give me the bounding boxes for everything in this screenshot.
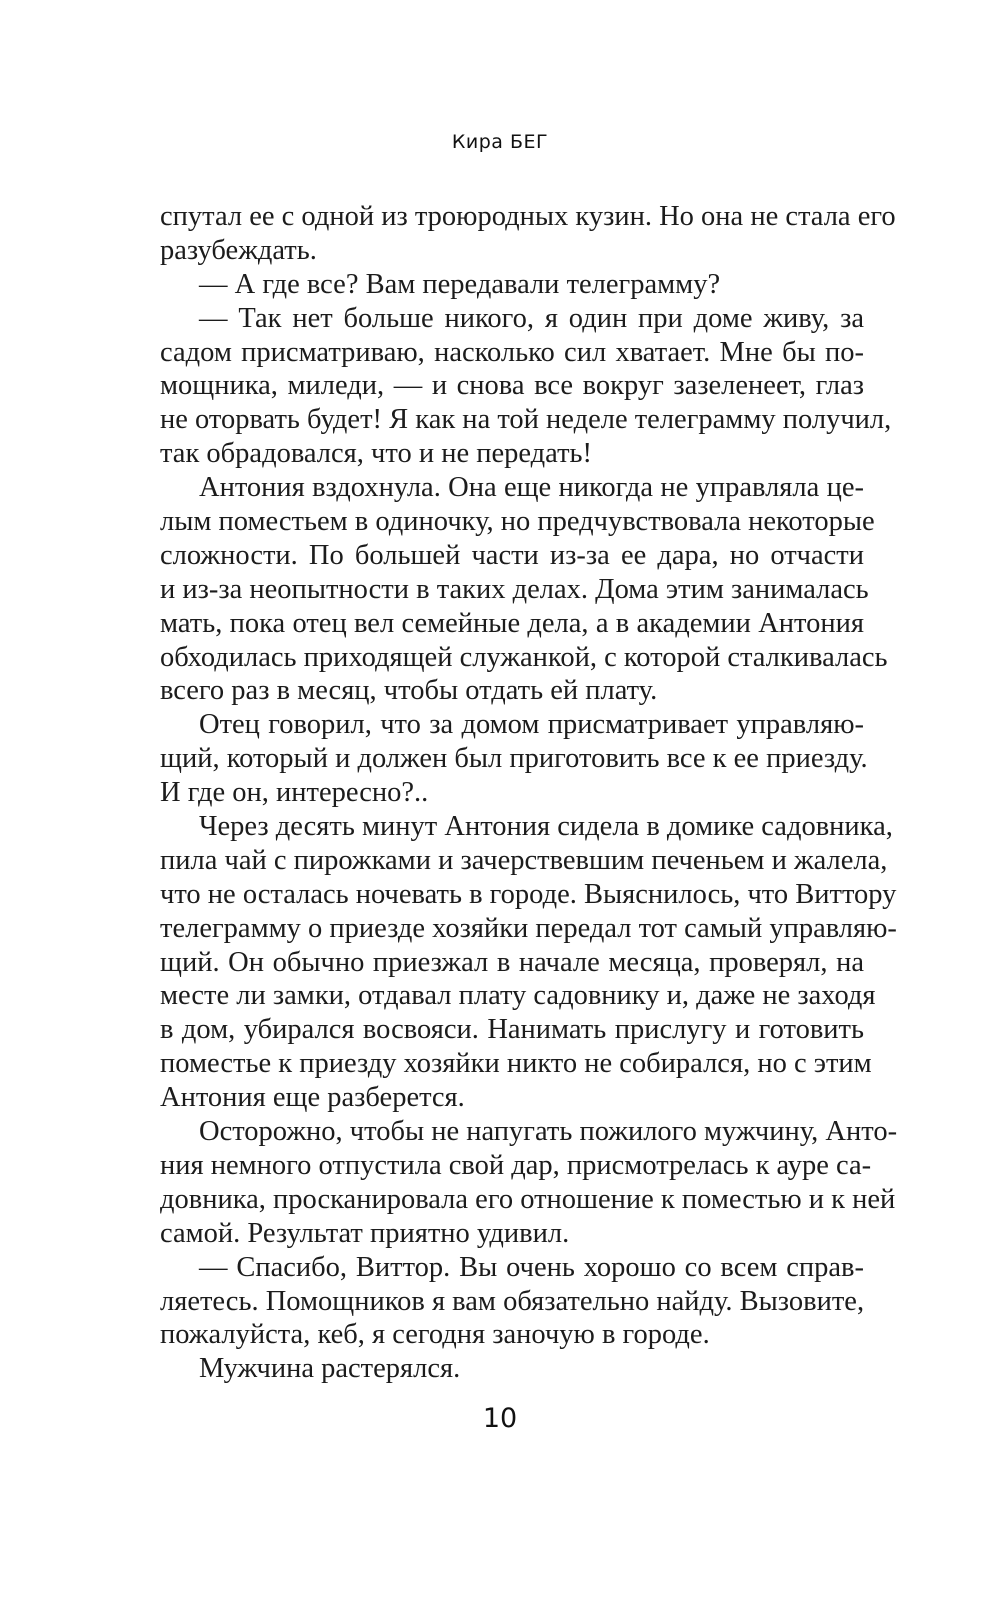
text-line: что не осталась ночевать в городе. Выяснилось, что Виттору <box>160 878 897 910</box>
text-line: пила чай с пирожками и зачерствевшим печеньем и жалела, <box>160 844 888 876</box>
text-line: разубеждать. <box>160 234 317 266</box>
running-header: Кира БЕГ <box>451 131 549 153</box>
text-line: — Спасибо, Виттор. Вы очень хорошо со всем справ- <box>199 1251 864 1283</box>
text-line: довника, просканировала его отношение к поместью и к ней <box>160 1183 896 1215</box>
text-line: ния немного отпустила свой дар, присмотрелась к ауре са- <box>160 1149 872 1181</box>
text-line: Мужчина растерялся. <box>199 1353 461 1385</box>
text-line: — Так нет больше никого, я один при доме живу, за <box>199 302 864 334</box>
text-line: пожалуйста, кеб, я сегодня заночую в городе. <box>160 1319 710 1351</box>
text-line: месте ли замки, отдавал плату садовнику и, даже не заходя <box>160 980 876 1012</box>
text-line: мощника, миледи, — и снова все вокруг зазеленеет, глаз <box>160 370 864 402</box>
text-line: щий, который и должен был приготовить все к ее приезду. <box>160 743 868 775</box>
text-line: Через десять минут Антония сидела в домике садовника, <box>199 811 893 843</box>
body-text <box>160 200 898 1386</box>
text-line: поместье к приезду хозяйки никто не собирался, но с этим <box>160 1048 872 1080</box>
text-line: сложности. По большей части из-за ее дара, но отчасти <box>160 539 864 571</box>
text-line: мать, пока отец вел семейные дела, а в академии Антония <box>160 607 864 639</box>
text-line: Антония вздохнула. Она еще никогда не управляла це- <box>199 472 864 504</box>
text-line: самой. Результат приятно удивил. <box>160 1217 570 1249</box>
page-number: 10 <box>482 1403 518 1434</box>
text-line: всего раз в месяц, чтобы отдать ей плату. <box>160 675 658 707</box>
text-line: ляетесь. Помощников я вам обязательно найду. Вызовите, <box>160 1285 865 1317</box>
text-line: лым поместьем в одиночку, но предчувствовала некоторые <box>160 506 875 538</box>
text-line: садом присматриваю, насколько сил хватает. Мне бы по- <box>160 336 864 368</box>
text-line: — А где все? Вам передавали телеграмму? <box>199 268 721 300</box>
text-line: в дом, убирался восвояси. Нанимать прислугу и готовить <box>160 1014 864 1046</box>
text-line: так обрадовался, что и не передать! <box>160 438 593 470</box>
text-line: Отец говорил, что за домом присматривает управляю- <box>199 709 864 741</box>
text-line: И где он, интересно?.. <box>160 777 429 809</box>
text-line: не оторвать будет! Я как на той неделе телеграмму получил, <box>160 404 892 436</box>
text-line: Осторожно, чтобы не напугать пожилого мужчину, Анто- <box>199 1116 898 1148</box>
text-line: и из-за неопытности в таких делах. Дома этим занималась <box>160 573 869 605</box>
text-line: щий. Он обычно приезжал в начале месяца, проверял, на <box>160 946 864 978</box>
text-line: Антония еще разберется. <box>160 1082 465 1114</box>
text-line: спутал ее с одной из троюродных кузин. Но она не стала его <box>160 201 896 232</box>
text-line: обходилась приходящей служанкой, с которой сталкивалась <box>160 641 888 673</box>
text-line: телеграмму о приезде хозяйки передал тот самый управляю- <box>160 912 897 944</box>
